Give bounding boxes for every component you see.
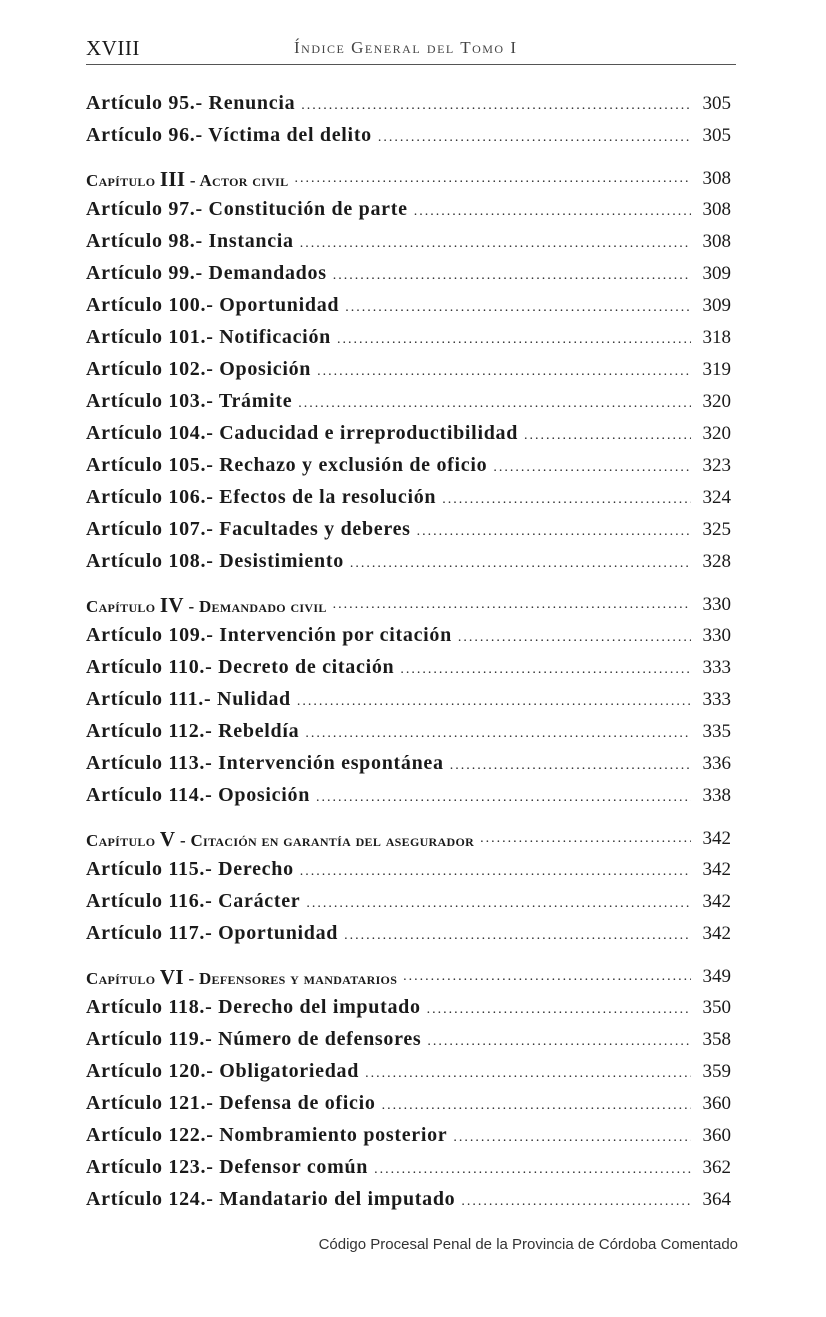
dot-leader	[333, 268, 691, 284]
entry-label: Artículo 118.- Derecho del imputado	[86, 996, 421, 1018]
dot-leader	[382, 1098, 691, 1114]
dot-leader	[306, 896, 691, 912]
entry-label	[86, 593, 327, 618]
entry-label: Artículo 115.- Derecho	[86, 858, 294, 880]
dot-leader	[378, 130, 691, 146]
page-ref: 342	[702, 828, 731, 849]
article-entry	[86, 624, 731, 656]
dot-leader	[316, 790, 691, 806]
page-ref: 362	[702, 1157, 731, 1178]
entry-label	[86, 167, 288, 192]
dot-leader	[524, 428, 691, 444]
chapter-title: - Defensores y mandatarios	[188, 968, 398, 988]
chapter-entry	[86, 954, 731, 996]
page-ref: 320	[702, 423, 731, 444]
page-ref: 360	[702, 1093, 731, 1114]
page-ref: 350	[702, 997, 731, 1018]
dot-leader	[427, 1034, 691, 1050]
page-ref: 342	[702, 923, 731, 944]
page-ref: 320	[702, 391, 731, 412]
page-ref: 305	[702, 93, 731, 114]
entry-label: Artículo 117.- Oportunidad	[86, 922, 339, 944]
entry-label: Artículo 107.- Facultades y deberes	[86, 518, 411, 540]
entry-label: Artículo 111.- Nulidad	[86, 688, 291, 710]
article-entry	[86, 784, 731, 816]
article-entry	[86, 688, 731, 720]
entry-label: Artículo 95.- Renuncia	[86, 92, 296, 114]
article-entry	[86, 656, 731, 688]
article-entry	[86, 198, 731, 230]
book-title-footer: Código Procesal Penal de la Provincia de Córdoba Comentado	[318, 1236, 738, 1253]
chapter-number: III	[159, 166, 186, 191]
chapter-entry	[86, 156, 731, 198]
page-ref: 330	[702, 625, 731, 646]
page-ref: 319	[702, 359, 731, 380]
dot-leader	[333, 597, 691, 613]
dot-leader	[403, 969, 691, 985]
entry-label: Artículo 104.- Caducidad e irreproductibilidad	[86, 422, 519, 444]
entry-label	[86, 827, 474, 852]
article-entry	[86, 922, 731, 954]
dot-leader	[374, 1162, 691, 1178]
dot-leader	[442, 492, 691, 508]
page-ref: 338	[702, 785, 731, 806]
dot-leader	[305, 726, 691, 742]
entry-label: Artículo 113.- Intervención espontánea	[86, 752, 444, 774]
article-entry	[86, 1124, 731, 1156]
page-ref: 328	[702, 551, 731, 572]
entry-label: Artículo 102.- Oposición	[86, 358, 312, 380]
entry-label: Artículo 97.- Constitución de parte	[86, 198, 408, 220]
page-ref: 333	[702, 657, 731, 678]
entry-label: Artículo 122.- Nombramiento posterior	[86, 1124, 448, 1146]
entry-label: Artículo 103.- Trámite	[86, 390, 293, 412]
page-ref: 333	[702, 689, 731, 710]
chapter-prefix: Capítulo	[86, 830, 156, 850]
article-entry	[86, 1092, 731, 1124]
article-entry	[86, 518, 731, 550]
page-ref: 308	[702, 199, 731, 220]
entry-label: Artículo 114.- Oposición	[86, 784, 311, 806]
article-entry	[86, 454, 731, 486]
dot-leader	[453, 1130, 691, 1146]
article-entry	[86, 326, 731, 358]
article-entry	[86, 996, 731, 1028]
dot-leader	[365, 1066, 691, 1082]
page-ref: 342	[702, 891, 731, 912]
chapter-prefix: Capítulo	[86, 968, 156, 988]
article-entry	[86, 858, 731, 890]
dot-leader	[344, 928, 691, 944]
dot-leader	[458, 630, 691, 646]
chapter-number: IV	[159, 592, 184, 617]
page-ref: 336	[702, 753, 731, 774]
chapter-prefix: Capítulo	[86, 170, 156, 190]
page-ref: 309	[702, 295, 731, 316]
dot-leader	[414, 204, 691, 220]
entry-label: Artículo 124.- Mandatario del imputado	[86, 1188, 456, 1210]
entry-label: Artículo 101.- Notificación	[86, 326, 331, 348]
entry-label: Artículo 121.- Defensa de oficio	[86, 1092, 376, 1114]
entry-label: Artículo 112.- Rebeldía	[86, 720, 300, 742]
dot-leader	[345, 300, 691, 316]
dot-leader	[300, 864, 691, 880]
dot-leader	[417, 524, 691, 540]
article-entry	[86, 1060, 731, 1092]
entry-label: Artículo 109.- Intervención por citación	[86, 624, 452, 646]
article-entry	[86, 1188, 731, 1220]
article-entry	[86, 720, 731, 752]
dot-leader	[294, 171, 691, 187]
article-entry	[86, 390, 731, 422]
page-ref: 324	[702, 487, 731, 508]
dot-leader	[350, 556, 691, 572]
entry-label: Artículo 123.- Defensor común	[86, 1156, 369, 1178]
dot-leader	[400, 662, 691, 678]
dot-leader	[337, 332, 691, 348]
dot-leader	[427, 1002, 691, 1018]
table-of-contents	[86, 92, 731, 1220]
entry-label: Artículo 119.- Número de defensores	[86, 1028, 422, 1050]
page-ref: 342	[702, 859, 731, 880]
article-entry	[86, 890, 731, 922]
chapter-title: - Actor civil	[189, 170, 289, 190]
article-entry	[86, 358, 731, 390]
chapter-entry	[86, 582, 731, 624]
article-entry	[86, 550, 731, 582]
article-entry	[86, 752, 731, 784]
chapter-entry	[86, 816, 731, 858]
article-entry	[86, 422, 731, 454]
dot-leader	[461, 1194, 691, 1210]
entry-label: Artículo 116.- Carácter	[86, 890, 301, 912]
article-entry	[86, 92, 731, 124]
page-ref: 308	[702, 168, 731, 189]
chapter-prefix: Capítulo	[86, 596, 156, 616]
entry-label: Artículo 100.- Oportunidad	[86, 294, 340, 316]
dot-leader	[317, 364, 691, 380]
chapter-title: - Citación en garantía del asegurador	[179, 830, 475, 850]
dot-leader	[297, 694, 691, 710]
dot-leader	[301, 98, 691, 114]
dot-leader	[450, 758, 691, 774]
entry-label: Artículo 110.- Decreto de citación	[86, 656, 395, 678]
entry-label: Artículo 120.- Obligatoriedad	[86, 1060, 360, 1082]
chapter-number: V	[159, 826, 176, 851]
page-ref: 308	[702, 231, 731, 252]
page-number: XVIII	[86, 36, 140, 60]
page-ref: 360	[702, 1125, 731, 1146]
page-ref: 335	[702, 721, 731, 742]
page-ref: 309	[702, 263, 731, 284]
entry-label: Artículo 108.- Desistimiento	[86, 550, 344, 572]
entry-label: Artículo 105.- Rechazo y exclusión de oficio	[86, 454, 488, 476]
article-entry	[86, 1028, 731, 1060]
page-header	[86, 34, 736, 65]
chapter-title: - Demandado civil	[188, 596, 327, 616]
running-title: Índice General del Tomo I	[294, 38, 518, 57]
entry-label	[86, 965, 397, 990]
page-ref: 318	[702, 327, 731, 348]
entry-label: Artículo 106.- Efectos de la resolución	[86, 486, 437, 508]
entry-label: Artículo 99.- Demandados	[86, 262, 327, 284]
article-entry	[86, 230, 731, 262]
article-entry	[86, 1156, 731, 1188]
article-entry	[86, 262, 731, 294]
entry-label: Artículo 96.- Víctima del delito	[86, 124, 372, 146]
article-entry	[86, 294, 731, 326]
page-ref: 330	[702, 594, 731, 615]
page-ref: 323	[702, 455, 731, 476]
dot-leader	[480, 831, 691, 847]
article-entry	[86, 124, 731, 156]
dot-leader	[298, 396, 691, 412]
dot-leader	[300, 236, 691, 252]
page-ref: 305	[702, 125, 731, 146]
page-ref: 349	[702, 966, 731, 987]
article-entry	[86, 486, 731, 518]
page-ref: 364	[702, 1189, 731, 1210]
page-ref: 358	[702, 1029, 731, 1050]
dot-leader	[493, 460, 691, 476]
entry-label: Artículo 98.- Instancia	[86, 230, 294, 252]
page-ref: 359	[702, 1061, 731, 1082]
page-ref: 325	[702, 519, 731, 540]
chapter-number: VI	[159, 964, 184, 989]
